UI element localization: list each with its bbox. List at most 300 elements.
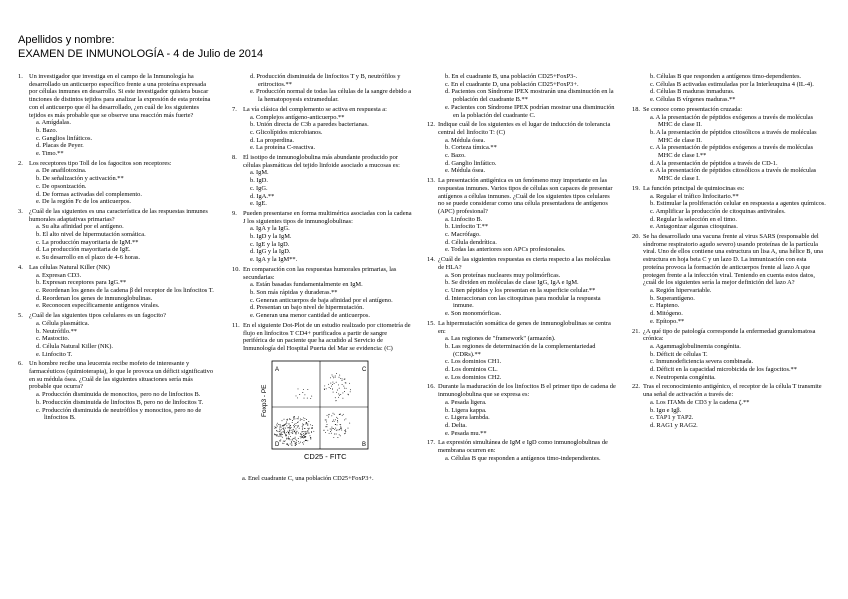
event-dot xyxy=(335,400,336,401)
question-text: Pueden presentarse en forma multimérica asociadas con la cadena J los siguientes tipos de inmunoglobulinas: xyxy=(243,209,412,225)
answer-option: d. De formas activadas del complemento. xyxy=(36,190,142,198)
event-dot xyxy=(306,432,307,433)
answer-option: e. Pesada mu.** xyxy=(445,429,487,437)
question-text: Un hombre recibe una leucemia recibe mofeto de interesante y farmacéuticos (quimioterapia), lo que le provoca un déficit significativo en su médula ósea. ¿Cuál de las siguientes situaciones sería más probable que ocurra? xyxy=(29,360,214,391)
event-dot xyxy=(336,381,337,382)
event-dot xyxy=(288,427,289,428)
event-dot xyxy=(279,430,280,431)
question xyxy=(18,264,215,310)
event-dot xyxy=(305,433,306,434)
event-dot xyxy=(340,435,341,436)
event-dot xyxy=(296,439,297,440)
event-dot xyxy=(328,383,329,384)
answer-option: b. Neutrófilo.** xyxy=(36,327,77,335)
event-dot xyxy=(290,428,291,429)
event-dot xyxy=(312,425,313,426)
answer-option: a. Amígdalas. xyxy=(36,119,71,127)
question-text: Los receptores tipo Toll de los fagocitos son receptores: xyxy=(29,159,172,167)
answer-option: c. Macrófago. xyxy=(445,231,481,239)
answer-option: b. Corteza tímica.** xyxy=(445,144,497,152)
question xyxy=(232,322,412,353)
event-dot xyxy=(336,391,337,392)
event-dot xyxy=(333,412,334,413)
answer-option: c. Los dominios CH1. xyxy=(445,358,502,366)
answer-option: c. Unen péptidos y los presentan en la superficie celular.** xyxy=(445,286,596,294)
question-stem xyxy=(632,185,828,193)
question-text: En comparación con las respuestas humorales primarias, las secundarias: xyxy=(243,265,397,281)
flow-cytometry-dot-plot xyxy=(244,355,412,475)
question-stem xyxy=(18,360,215,391)
event-dot xyxy=(342,378,343,379)
question-stem xyxy=(632,106,828,114)
event-dot xyxy=(304,418,305,419)
question-stem xyxy=(427,121,617,136)
question-text: Un investigador que investiga en el campo de la Inmunología ha desarrollado un anticuerpo específico frente a una proteína expresada por células inmunes en desarrollo. Si este investigador quisiera buscar tinciones de distintos tejidos para analizar la expresión de esta proteína con el anticuerpo que él ha desarrollado, ¿en cuál de los siguientes tejidos es más probable que se observe una reacción más fuerte? xyxy=(29,73,211,119)
event-dot xyxy=(304,435,305,436)
x-axis-label: CD25 - FITC xyxy=(304,451,347,461)
answer-option: e. Todas las anteriores son APCs profesionales. xyxy=(445,246,566,254)
event-dot xyxy=(296,441,297,442)
event-dot xyxy=(281,436,282,437)
answer-option: b. Déficit de células T. xyxy=(650,350,708,358)
event-dot xyxy=(287,443,288,444)
event-dot xyxy=(330,431,331,432)
event-dot xyxy=(331,415,332,416)
event-dot xyxy=(308,432,309,433)
answer-option: b. Las regiones de determinación de la complementariedad (CDRs).** xyxy=(445,342,596,358)
event-dot xyxy=(291,445,292,446)
event-dot xyxy=(337,417,338,418)
event-dot xyxy=(295,438,296,439)
event-dot xyxy=(339,374,340,375)
question xyxy=(632,328,828,382)
event-dot xyxy=(300,436,301,437)
answer-option: a. Linfocito B. xyxy=(445,215,483,223)
event-dot xyxy=(283,442,284,443)
event-dot xyxy=(332,420,333,421)
event-dot xyxy=(306,419,307,420)
answer-option: a. Expresan CD3. xyxy=(36,271,82,279)
answer-option: e. Son monomórficas. xyxy=(445,310,502,318)
event-dot xyxy=(344,391,345,392)
answer-option: e. Timo.** xyxy=(36,150,64,158)
answer-option: c. Hapteno. xyxy=(650,302,680,310)
event-dot xyxy=(345,431,346,432)
y-axis-label: Foxp3 - PE xyxy=(261,384,268,417)
event-dot xyxy=(325,419,326,420)
event-dot xyxy=(289,430,290,431)
event-dot xyxy=(281,434,282,435)
event-dot xyxy=(348,394,349,395)
answer-option: e. Su desarrollo en el plazo de 4-6 horas. xyxy=(36,254,140,262)
event-dot xyxy=(338,384,339,385)
event-dot xyxy=(307,427,308,428)
event-dot xyxy=(297,422,298,423)
event-dot xyxy=(283,427,284,428)
question-number: 21. xyxy=(632,327,640,335)
event-dot xyxy=(304,441,305,442)
quadrant-label-lower-right: B xyxy=(362,441,367,448)
question-stem xyxy=(18,264,215,272)
question-number: 4. xyxy=(18,263,23,271)
event-dot xyxy=(286,425,287,426)
event-dot xyxy=(297,397,298,398)
event-dot xyxy=(289,423,290,424)
event-dot xyxy=(299,394,300,395)
event-dot xyxy=(302,436,303,437)
question xyxy=(427,439,617,462)
event-dot xyxy=(298,438,299,439)
question-text: ¿Cuál de las siguientes tipos celulares es un fagocito? xyxy=(29,312,167,320)
event-dot xyxy=(279,428,280,429)
event-dot xyxy=(334,413,335,414)
question-text: La hipermutación somática de genes de inmunoglobulinas se centra en: xyxy=(438,319,611,335)
event-dot xyxy=(335,375,336,376)
event-dot xyxy=(333,437,334,438)
event-dot xyxy=(298,388,299,389)
event-dot xyxy=(326,419,327,420)
event-dot xyxy=(296,431,297,432)
event-dot xyxy=(277,422,278,423)
answer-option: c. La producción mayoritaria de IgM.** xyxy=(36,238,139,246)
answer-option: b. Unión directa de C3b a paredes bacterianas. xyxy=(250,121,369,129)
event-dot xyxy=(295,425,296,426)
event-dot xyxy=(302,392,303,393)
event-dot xyxy=(298,441,299,442)
event-dot xyxy=(331,429,332,430)
event-dot xyxy=(284,441,285,442)
event-dot xyxy=(307,397,308,398)
event-dot xyxy=(291,443,292,444)
event-dot xyxy=(294,438,295,439)
answer-option: b. Ligera kappa. xyxy=(445,406,487,414)
event-dot xyxy=(345,429,346,430)
question-number: 6. xyxy=(18,360,23,368)
question-text: Las células Natural Killer (NK) xyxy=(29,263,110,271)
event-dot xyxy=(305,423,306,424)
question-number: 20. xyxy=(632,233,640,241)
answer-option: a. Agammaglobulinemia congénita. xyxy=(650,342,741,350)
event-dot xyxy=(342,414,343,415)
event-dot xyxy=(306,422,307,423)
event-dot xyxy=(276,430,277,431)
answer-option: a. Células B que responden a antígenos timo-independientes. xyxy=(445,454,601,462)
event-dot xyxy=(289,425,290,426)
event-dot xyxy=(311,432,312,433)
event-dot xyxy=(303,424,304,425)
quadrant-label-upper-left: A xyxy=(275,366,280,373)
event-dot xyxy=(333,377,334,378)
column-2 xyxy=(232,73,412,482)
event-dot xyxy=(281,433,282,434)
answer-option: c. Glicolípidos microbianos. xyxy=(250,128,323,136)
answer-option: d. Delta. xyxy=(445,421,467,429)
event-dot xyxy=(340,428,341,429)
event-dot xyxy=(296,428,297,429)
event-dot xyxy=(292,439,293,440)
event-dot xyxy=(336,416,337,417)
question-stem xyxy=(232,154,412,169)
event-dot xyxy=(288,445,289,446)
answer-option: d. Célula dendrítica. xyxy=(445,238,497,246)
question-number: 11. xyxy=(232,321,240,329)
answer-option: b. Estimular la proliferación celular en respuesta a agentes químicos. xyxy=(650,200,826,208)
answer-option: e. Células B vírgenes maduras.** xyxy=(650,96,736,104)
answer-option: d. IgA.** xyxy=(250,192,275,200)
event-dot xyxy=(281,431,282,432)
answer-option: e. A la presentación de péptidos citosólicos a través de moléculas MHC de clase I. xyxy=(650,167,817,183)
event-dot xyxy=(288,436,289,437)
event-dot xyxy=(339,429,340,430)
event-dot xyxy=(289,429,290,430)
event-dot xyxy=(305,431,306,432)
question-number: 17. xyxy=(427,439,435,447)
event-dot xyxy=(282,436,283,437)
event-dot xyxy=(295,443,296,444)
event-dot xyxy=(307,430,308,431)
answer-option: e. Los dominios CH2. xyxy=(445,373,502,381)
answer-option: a. Están basadas fundamentalmente en IgM. xyxy=(250,281,363,289)
answer-option: a. Pesada ligera. xyxy=(445,398,487,406)
event-dot xyxy=(350,389,351,390)
answer-option: c. Ganglios linfáticos. xyxy=(36,134,93,142)
event-dot xyxy=(286,435,287,436)
question-text: La expresión simultánea de IgM e IgD como inmunoglobulinas de membrana ocurren en: xyxy=(438,439,608,455)
event-dot xyxy=(339,387,340,388)
event-dot xyxy=(336,429,337,430)
event-dot xyxy=(340,424,341,425)
event-dot xyxy=(339,376,340,377)
event-dot xyxy=(308,421,309,422)
column-4 xyxy=(632,73,828,432)
event-dot xyxy=(338,393,339,394)
answer-option: c. Producción disminuida de neutrófilos y monocitos, pero no de linfocitos B. xyxy=(36,406,202,422)
event-dot xyxy=(340,394,341,395)
event-dot xyxy=(302,431,303,432)
answer-option: d. Ganglio linfático. xyxy=(445,159,497,167)
answer-option: d. Reordenan los genes de inmunoglobulinas. xyxy=(36,294,153,302)
event-dot xyxy=(338,396,339,397)
event-dot xyxy=(303,431,304,432)
answer-option: b. A la presentación de péptidos citosólicos a través de moléculas MHC de clase II. xyxy=(650,128,817,144)
event-dot xyxy=(280,424,281,425)
answer-option: b. Expresan receptores para IgG.** xyxy=(36,279,127,287)
event-dot xyxy=(348,427,349,428)
event-dot xyxy=(303,437,304,438)
answer-option: c. TAP1 y TAP2. xyxy=(650,414,694,422)
event-dot xyxy=(333,391,334,392)
question xyxy=(232,154,412,208)
event-dot xyxy=(324,388,325,389)
answer-option: d. A la presentación de péptidos a través de CD-1. xyxy=(650,159,778,167)
answer-option: d. Pacientes con Síndrome IPEX mostrarán una disminución en la población del cuadrante B.** xyxy=(445,88,614,104)
event-dot xyxy=(341,429,342,430)
event-dot xyxy=(283,428,284,429)
event-dot xyxy=(342,384,343,385)
event-dot xyxy=(302,428,303,429)
event-dot xyxy=(286,421,287,422)
event-dot xyxy=(303,433,304,434)
question-stem xyxy=(18,160,215,168)
event-dot xyxy=(298,416,299,417)
event-dot xyxy=(346,387,347,388)
answer-option: e. De la región Fc de los anticuerpos. xyxy=(36,198,131,206)
answer-option: c. IgG. xyxy=(250,184,268,192)
event-dot xyxy=(303,424,304,425)
event-dot xyxy=(301,434,302,435)
event-dot xyxy=(300,433,301,434)
question-number: 3. xyxy=(18,207,23,215)
answer-option: d. Los dominios CL. xyxy=(445,366,498,374)
event-dot xyxy=(303,417,304,418)
answer-option: b. El alto nivel de hipermutación somática. xyxy=(36,231,146,239)
event-dot xyxy=(296,423,297,424)
event-dot xyxy=(328,416,329,417)
event-dot xyxy=(277,434,278,435)
event-dot xyxy=(349,422,350,423)
event-dot xyxy=(337,424,338,425)
question-text: El isotipo de inmunoglobulina más abundante producido por células plasmáticas del tejido linfoide asociado a mucosas es: xyxy=(243,154,400,169)
event-dot xyxy=(290,418,291,419)
event-dot xyxy=(295,443,296,444)
answer-option: a. Médula ósea. xyxy=(445,136,486,144)
answer-option: d. Células B maduras inmaduras. xyxy=(650,88,735,96)
event-dot xyxy=(332,384,333,385)
answer-option: d. Presentan un bajo nivel de hipermutación. xyxy=(250,304,364,312)
answer-option: b. Linfocito T.** xyxy=(445,223,489,231)
question-number: 15. xyxy=(427,319,435,327)
event-dot xyxy=(327,424,328,425)
answer-option: e. Antagonizar algunas citoquinas. xyxy=(650,223,738,231)
event-dot xyxy=(292,430,293,431)
event-dot xyxy=(298,432,299,433)
event-dot xyxy=(282,434,283,435)
question-number: 9. xyxy=(232,209,237,217)
answer-option: b. Igα e Igβ. xyxy=(650,406,682,414)
event-dot xyxy=(293,437,294,438)
question xyxy=(427,383,617,437)
event-dot xyxy=(287,419,288,420)
event-dot xyxy=(278,424,279,425)
event-dot xyxy=(284,424,285,425)
event-dot xyxy=(286,437,287,438)
event-dot xyxy=(282,425,283,426)
event-dot xyxy=(295,431,296,432)
event-dot xyxy=(276,434,277,435)
question-stem xyxy=(427,439,617,454)
question-number: 12. xyxy=(427,121,435,129)
event-dot xyxy=(280,433,281,434)
answer-option: d. Placas de Peyer. xyxy=(36,142,84,150)
answer-option: a. A la presentación de péptidos exógenos a través de moléculas MHC de clase II. xyxy=(650,113,814,129)
answer-option: a. Enel cuadrante C, una población CD25+FoxP3+. xyxy=(242,474,374,482)
event-dot xyxy=(285,427,286,428)
answer-option: d. Interaccionan con las citoquinas para modular la respuesta inmune. xyxy=(445,294,601,310)
event-dot xyxy=(290,425,291,426)
event-dot xyxy=(302,425,303,426)
question xyxy=(18,360,215,422)
event-dot xyxy=(307,432,308,433)
event-dot xyxy=(335,427,336,428)
event-dot xyxy=(291,440,292,441)
question xyxy=(232,266,412,320)
answer-option: a. De anafilotoxina. xyxy=(36,167,87,175)
event-dot xyxy=(294,416,295,417)
question-number: 2. xyxy=(18,159,23,167)
event-dot xyxy=(286,432,287,433)
event-dot xyxy=(283,428,284,429)
answer-option: e. IgA y la IgM**. xyxy=(250,256,298,264)
event-dot xyxy=(288,432,289,433)
event-dot xyxy=(278,436,279,437)
answer-option: e. Generan una menor cantidad de anticuerpos. xyxy=(250,312,370,320)
answer-option: b. Células B que responden a antígenos timo-dependientes. xyxy=(650,73,802,80)
event-dot xyxy=(350,391,351,392)
event-dot xyxy=(337,389,338,390)
question-stem xyxy=(18,312,215,320)
event-dot xyxy=(344,387,345,388)
event-dot xyxy=(330,428,331,429)
event-dot xyxy=(302,442,303,443)
event-dot xyxy=(324,385,325,386)
answer-option: b. En el cuadrante B, una población CD25+FoxP3-. xyxy=(445,73,578,80)
event-dot xyxy=(296,444,297,445)
answer-option: a. IgM. xyxy=(250,169,269,177)
event-dot xyxy=(284,418,285,419)
event-dot xyxy=(298,418,299,419)
event-dot xyxy=(292,420,293,421)
event-dot xyxy=(331,432,332,433)
event-dot xyxy=(294,441,295,442)
quadrant-label-upper-right: C xyxy=(362,366,367,373)
question xyxy=(18,160,215,206)
answer-option: e. Pacientes con Síndrome IPEX podrían mostrar una disminución en la población del cuadrante C. xyxy=(445,103,615,119)
event-dot xyxy=(330,388,331,389)
event-dot xyxy=(303,389,304,390)
answer-option: a. IgA y la IgG. xyxy=(250,225,290,233)
event-dot xyxy=(305,439,306,440)
event-dot xyxy=(307,389,308,390)
event-dot xyxy=(274,428,275,429)
event-dot xyxy=(302,437,303,438)
event-dot xyxy=(332,374,333,375)
event-dot xyxy=(297,418,298,419)
event-dot xyxy=(299,427,300,428)
column-3 xyxy=(427,73,617,464)
answer-option: a. Célula plasmática. xyxy=(36,319,90,327)
event-dot xyxy=(311,395,312,396)
event-dot xyxy=(304,394,305,395)
event-dot xyxy=(349,382,350,383)
question-stem xyxy=(18,73,215,119)
event-dot xyxy=(301,435,302,436)
question xyxy=(632,233,828,325)
event-dot xyxy=(310,398,311,399)
question-stem xyxy=(427,256,617,271)
event-dot xyxy=(327,429,328,430)
answer-option: c. En el cuadrante D, una población CD25+FoxP3+. xyxy=(445,80,579,88)
event-dot xyxy=(332,428,333,429)
event-dot xyxy=(295,433,296,434)
event-dot xyxy=(288,438,289,439)
event-dot xyxy=(284,432,285,433)
event-dot xyxy=(277,425,278,426)
event-dot xyxy=(334,421,335,422)
event-dot xyxy=(294,426,295,427)
question-text: La vía clásica del complemento se activa en respuesta a: xyxy=(243,105,387,113)
event-dot xyxy=(326,426,327,427)
answer-option: d. RAG1 y RAG2. xyxy=(650,421,698,429)
